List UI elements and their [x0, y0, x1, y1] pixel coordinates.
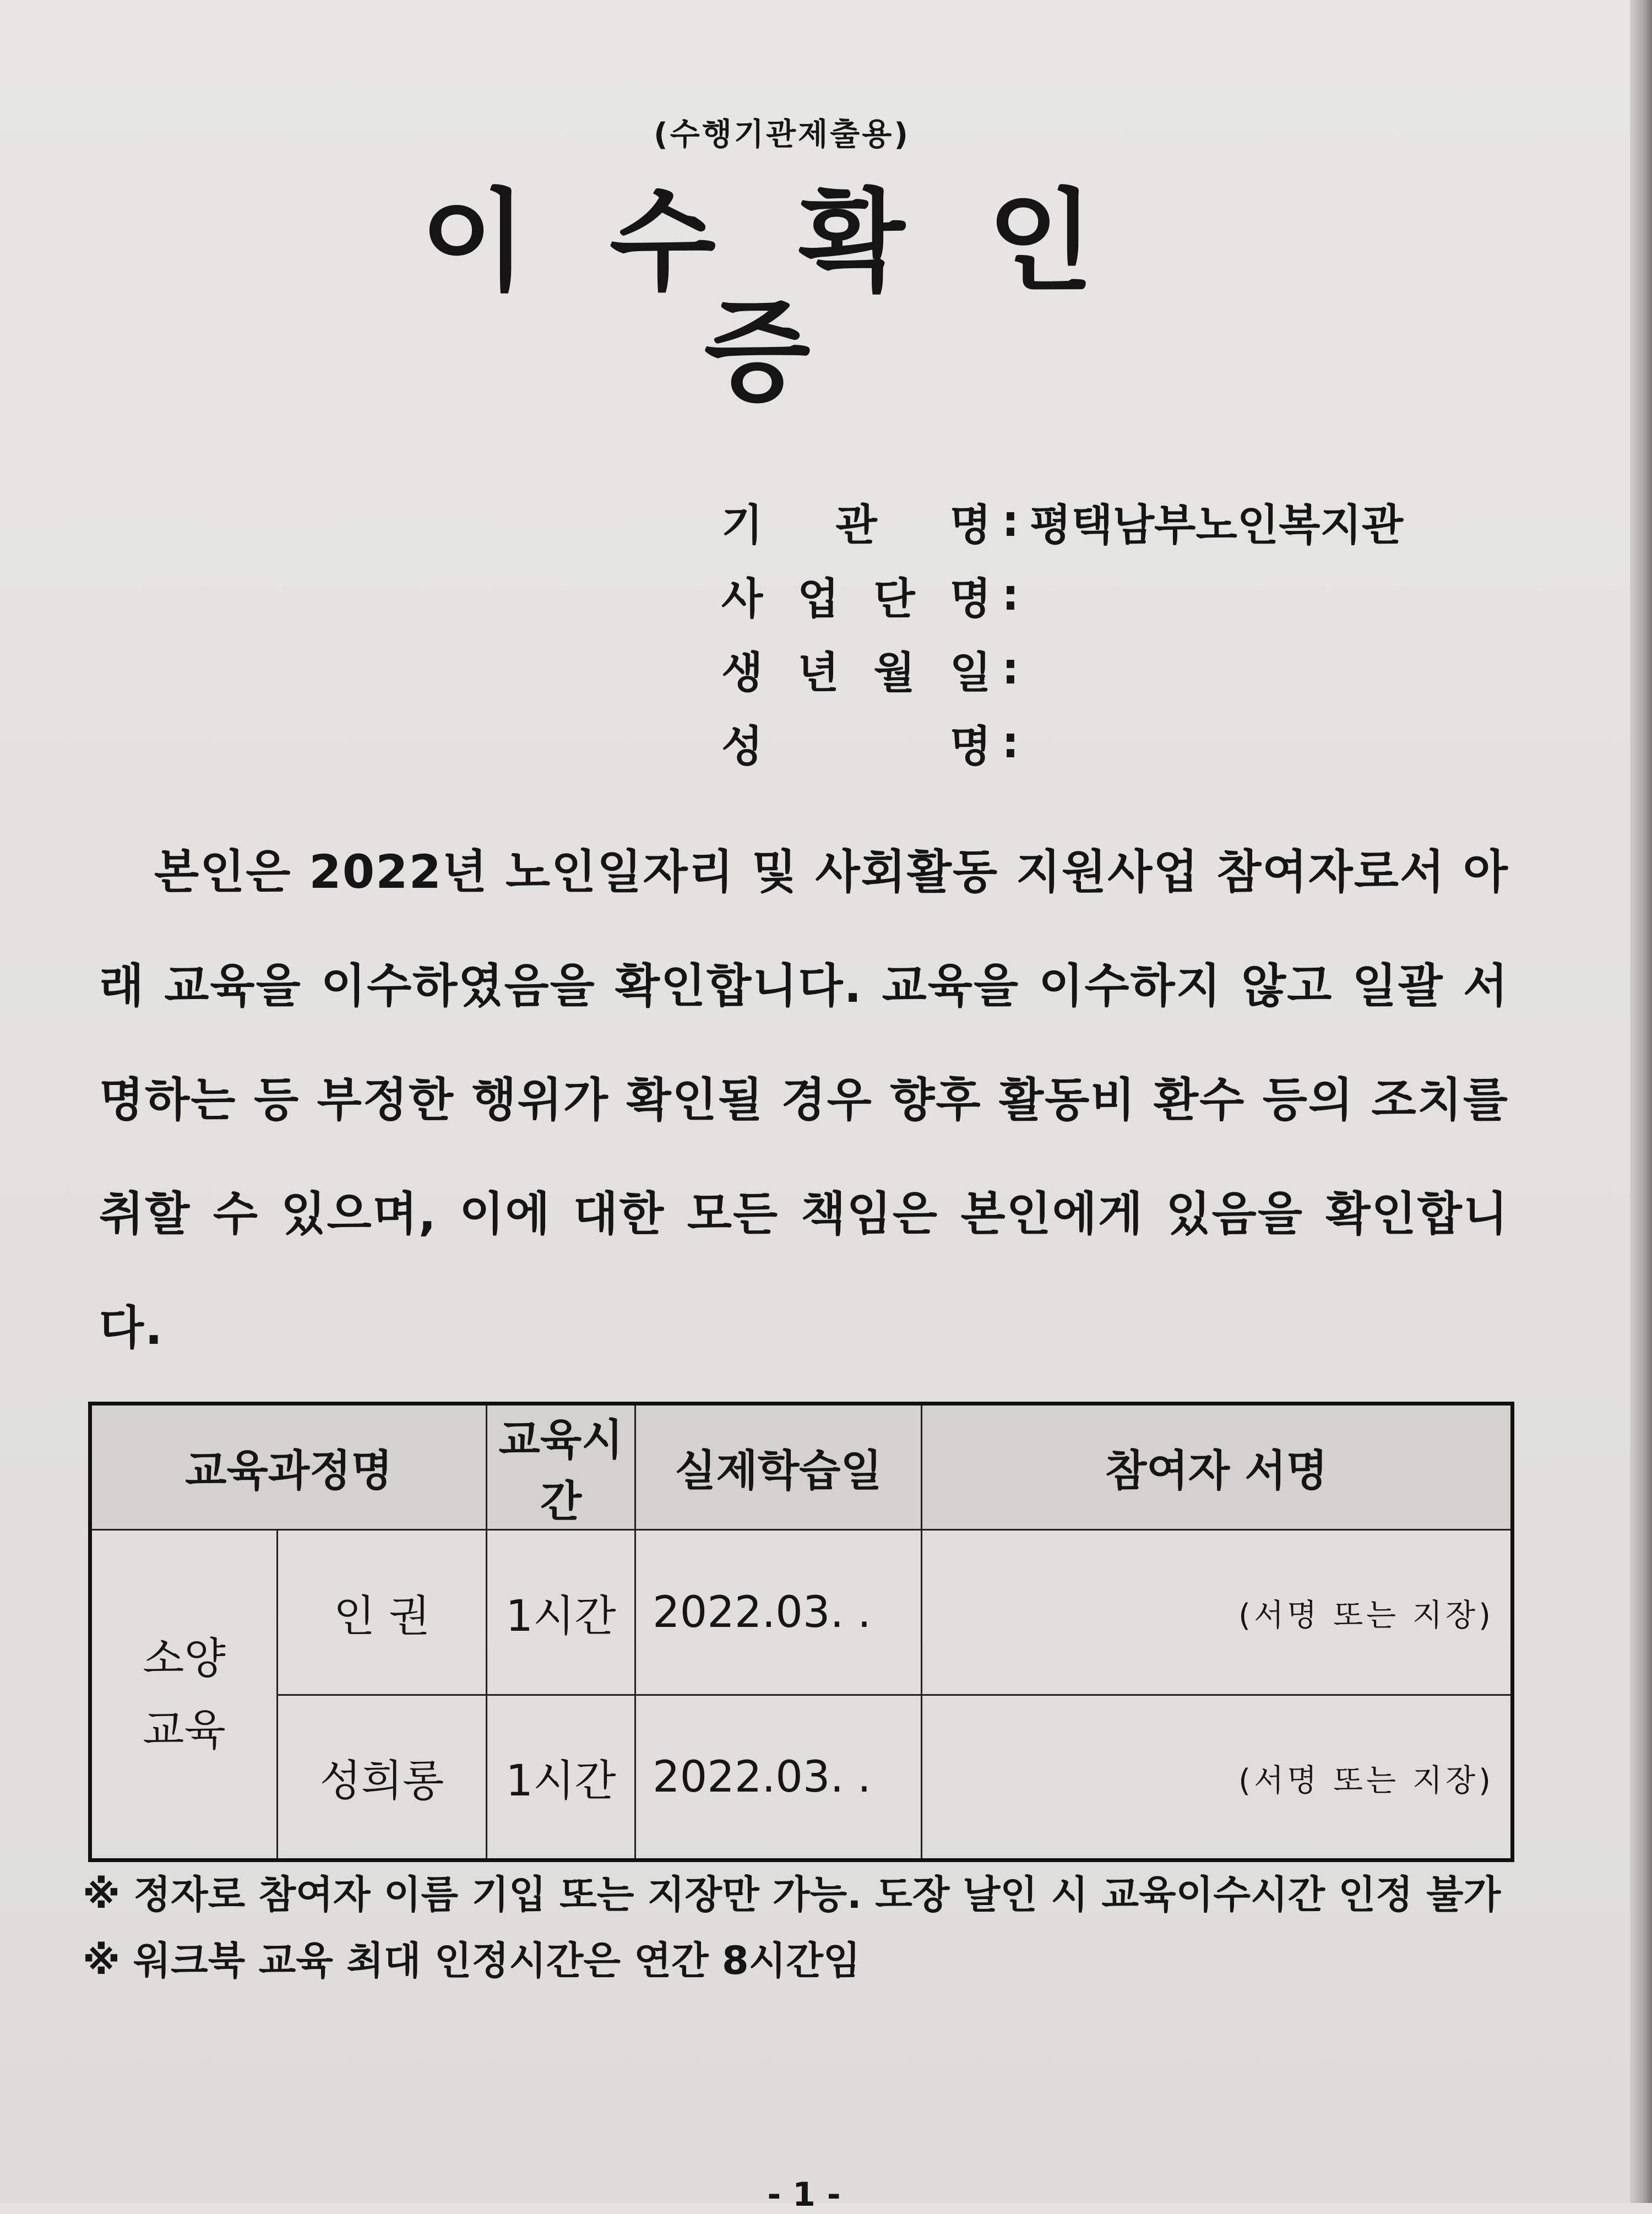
header-date: 실제학습일	[635, 1404, 922, 1530]
info-label: 생 년 월 일	[721, 648, 991, 698]
signature-hint: (서명 또는 지장)	[1238, 1763, 1494, 1799]
header-hours: 교육시간	[487, 1404, 635, 1530]
page-title: 이수확인증	[420, 178, 1177, 416]
education-table	[88, 1402, 1514, 1862]
signature-cell[interactable]	[922, 1530, 1513, 1695]
date-cell[interactable]: 2022.03. .	[635, 1695, 922, 1860]
footnote: ※ 정자로 참여자 이름 기입 또는 지장만 가능. 도장 날인 시 교육이수시간 인정 불가	[83, 1872, 1501, 1917]
course-cell: 인 권	[278, 1530, 487, 1695]
submission-note: (수행기관제출용)	[654, 117, 910, 153]
signature-cell[interactable]	[922, 1695, 1513, 1860]
footnote: ※ 워크북 교육 최대 인정시간은 연간 8시간임	[83, 1938, 861, 1983]
info-block	[721, 485, 1492, 780]
date-cell[interactable]: 2022.03. .	[635, 1530, 922, 1695]
info-row-project: 사 업 단 명 :	[721, 558, 1492, 632]
info-label: 성 명	[721, 722, 991, 772]
confirmation-paragraph: 본인은 2022년 노인일자리 및 사회활동 지원사업 참여자로서 아래 교육을 이수하였음을 확인합니다. 교육을 이수하지 않고 일괄 서명하는 등 부정한 행위가 확인될 경우 향후 활동비 환수 등의 조치를 취할 수 있으며, 이에 대한 모든 책임은 본인에게 있음을 확인합니다.	[99, 845, 1509, 1355]
table-row	[90, 1695, 1513, 1860]
info-label: 기 관 명	[721, 501, 991, 550]
category-cell: 소양교육	[90, 1530, 278, 1860]
page-number: - 1 -	[767, 2175, 841, 2214]
footnotes	[83, 1862, 1569, 1994]
table-header-row	[90, 1404, 1513, 1530]
info-value: 평택남부노인복지관	[1030, 501, 1404, 550]
info-row-institution: 기 관 명 : 평택남부노인복지관	[721, 485, 1492, 558]
header-course: 교육과정명	[90, 1404, 487, 1530]
info-label: 사 업 단 명	[721, 574, 991, 624]
hours-cell: 1시간	[487, 1530, 635, 1695]
hours-cell: 1시간	[487, 1695, 635, 1860]
page-edge	[1630, 0, 1652, 2203]
signature-hint: (서명 또는 지장)	[1238, 1598, 1494, 1634]
table-row	[90, 1530, 1513, 1695]
header-signature: 참여자 서명	[922, 1404, 1513, 1530]
info-row-birthdate: 생 년 월 일 :	[721, 632, 1492, 706]
info-row-name: 성 명 :	[721, 706, 1492, 780]
course-cell: 성희롱	[278, 1695, 487, 1860]
